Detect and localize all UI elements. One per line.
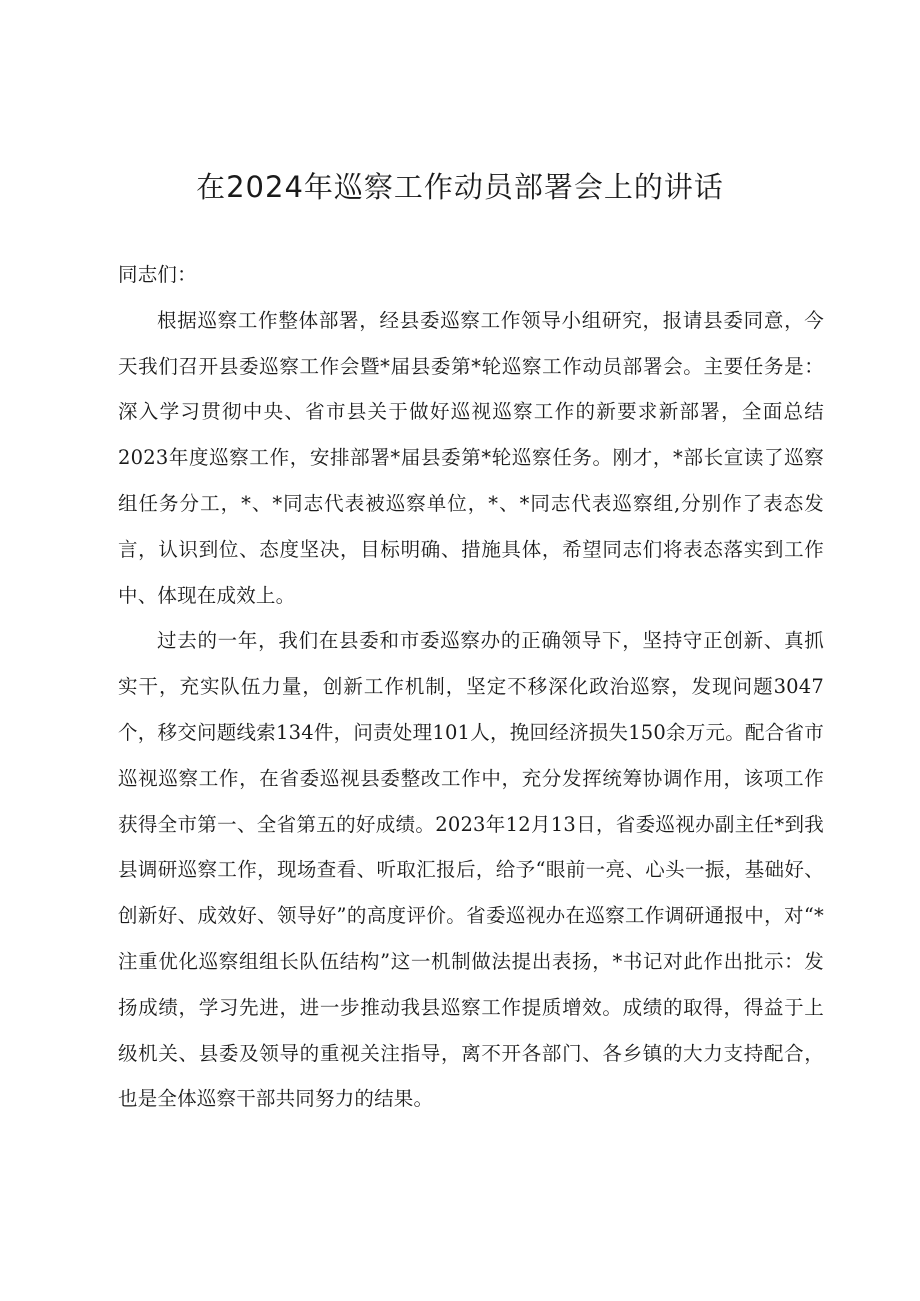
paragraph-2: 过去的一年，我们在县委和市委巡察办的正确领导下，坚持守正创新、真抓实干，充实队伍力量，创新工作机制，坚定不移深化政治巡察，发现问题3047个，移交问题线索134件，问责处理101人，挽回经济损失150余万元。配合省市巡视巡察工作，在省委巡视县委整改工作中，充分发挥统筹协调作用，该项工作获得全市第一、全省第五的好成绩。2023年12月13日，省委巡视办副主任*到我县调研巡察工作，现场查看、听取汇报后，给予“眼前一亮、心头一振，基础好、创新好、成效好、领导好”的高度评价。省委巡视办在巡察工作调研通报中，对“*注重优化巡察组组长队伍结构”这一机制做法提出表扬，*书记对此作出批示：发扬成绩，学习先进，进一步推动我县巡察工作提质增效。成绩的取得，得益于上级机关、县委及领导的重视关注指导，离不开各部门、各乡镇的大力支持配合，也是全体巡察干部共同努力的结果。 bbox=[118, 629, 824, 1111]
document-body bbox=[118, 252, 824, 1122]
paragraph-1: 根据巡察工作整体部署，经县委巡察工作领导小组研究，报请县委同意，今天我们召开县委巡察工作会暨*届县委第*轮巡察工作动员部署会。主要任务是：深入学习贯彻中央、省市县关于做好巡视巡察工作的新要求新部署，全面总结2023年度巡察工作，安排部署*届县委第*轮巡察任务。刚才，*部长宣读了巡察组任务分工，*、*同志代表被巡察单位，*、*同志代表巡察组,分别作了表态发言，认识到位、态度坚决，目标明确、措施具体，希望同志们将表态落实到工作中、体现在成效上。 bbox=[118, 308, 824, 607]
document-title: 在2024年巡察工作动员部署会上的讲话 bbox=[196, 170, 724, 204]
salutation: 同志们： bbox=[118, 263, 197, 286]
